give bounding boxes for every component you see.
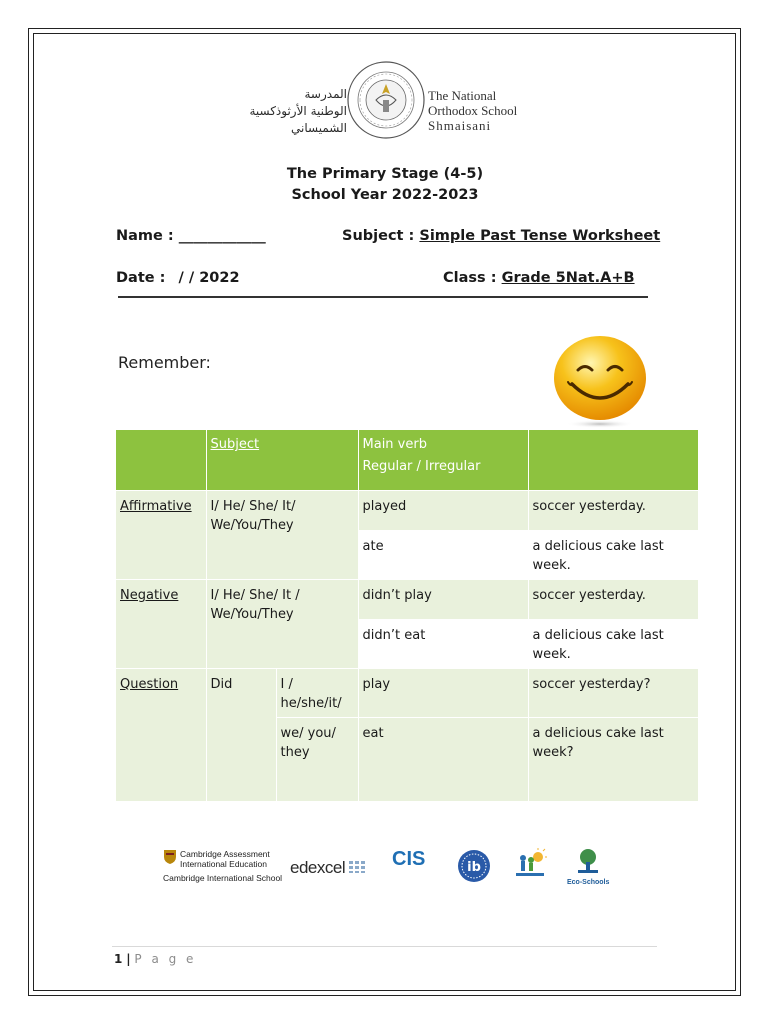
simple-past-table [116, 430, 699, 802]
school-name-arabic [235, 86, 347, 137]
object-cell: soccer yesterday? [528, 669, 698, 718]
question-subject-1: I / he/she/it/ [276, 669, 358, 718]
page-number: 1 | P a g e [114, 952, 197, 966]
name-blank: ____________ [178, 228, 266, 244]
question-subject-2: we/ you/ they [276, 718, 358, 802]
school-name-english-line: Shmaisani [428, 118, 492, 133]
subject-field [342, 228, 660, 244]
object-cell: a delicious cake last week. [528, 620, 698, 669]
remember-heading: Remember: [118, 353, 211, 372]
class-field [443, 270, 635, 286]
header-main-verb: Main verb Regular / Irregular [358, 430, 528, 491]
name-label: Name : [116, 228, 174, 244]
subject-value: Simple Past Tense Worksheet [419, 228, 661, 244]
object-cell: a delicious cake last week? [528, 718, 698, 802]
school-seal-logo [346, 60, 426, 140]
table-header-row [116, 430, 698, 491]
footer-divider [112, 946, 657, 947]
verb-cell: didn’t play [358, 580, 528, 620]
name-field [116, 228, 266, 244]
svg-text:ib: ib [467, 860, 481, 875]
school-year: School Year 2022-2023 [291, 187, 479, 203]
verb-cell: played [358, 491, 528, 531]
table-row [116, 580, 698, 620]
verb-cell: eat [358, 718, 528, 802]
eco-schools-tree-icon [573, 848, 603, 874]
school-name-english [428, 88, 517, 133]
verb-cell: didn’t eat [358, 620, 528, 669]
verb-cell: play [358, 669, 528, 718]
cambridge-shield-icon [163, 849, 177, 865]
table-row [116, 669, 698, 718]
class-value: Grade 5Nat.A+B [501, 270, 635, 286]
cambridge-logo: Cambridge Assessment International Education Cambridge International School [163, 849, 283, 883]
header-cell [116, 430, 206, 491]
date-field [116, 270, 240, 286]
accreditation-logos [0, 846, 770, 891]
school-name-english-line: The National [428, 88, 497, 103]
object-cell: soccer yesterday. [528, 580, 698, 620]
cis-logo: CIS [392, 848, 426, 870]
date-label: Date : [116, 270, 166, 286]
row-label-affirmative: Affirmative [116, 491, 206, 580]
subject-label: Subject : [342, 228, 415, 244]
header-cell [528, 430, 698, 491]
object-cell: a delicious cake last week. [528, 531, 698, 580]
school-name-arabic-line: الوطنية الأرثوذكسية [249, 104, 347, 118]
object-cell: soccer yesterday. [528, 491, 698, 531]
school-name-arabic-line: المدرسة [304, 87, 347, 101]
table-row [116, 491, 698, 531]
edexcel-grid-icon [349, 861, 365, 873]
row-label-question: Question [116, 669, 206, 802]
divider-rule [118, 296, 648, 298]
sun-figures-logo-icon [512, 848, 548, 880]
question-aux: Did [206, 669, 276, 802]
eco-schools-logo: Eco-Schools [567, 848, 609, 886]
verb-cell: ate [358, 531, 528, 580]
header-subject: Subject [206, 430, 358, 491]
affirmative-subject: I/ He/ She/ It/ We/You/They [206, 491, 358, 580]
row-label-negative: Negative [116, 580, 206, 669]
ib-logo-icon [456, 848, 492, 884]
edexcel-logo: edexcel [290, 858, 365, 878]
stage-title: The Primary Stage (4-5) [286, 166, 484, 182]
negative-subject: I/ He/ She/ It / We/You/They [206, 580, 358, 669]
smiley-face-icon [550, 330, 650, 430]
school-name-arabic-line: الشميساني [291, 121, 347, 135]
date-value: / / 2022 [178, 270, 240, 286]
class-label: Class : [443, 270, 497, 286]
school-name-english-line: Orthodox School [428, 103, 518, 118]
